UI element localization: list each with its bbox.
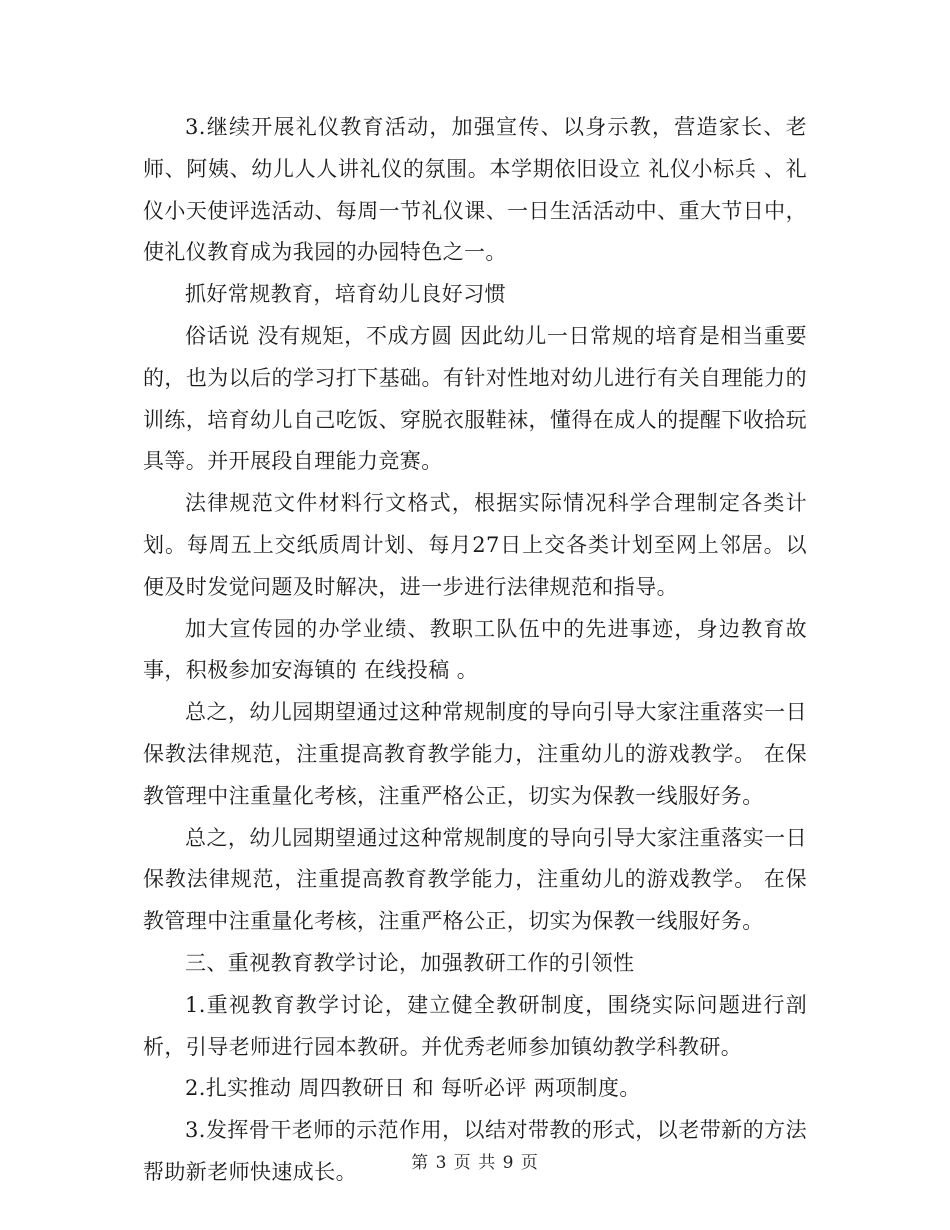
heading-routine-education: 抓好常规教育，培育幼儿良好习惯 [185,282,506,307]
paragraph-publicity: 加大宣传园的办学业绩、教职工队伍中的先进事迹，身边教育故事，积极参加安海镇的 在线投稿 。 [143,616,807,683]
heading-teaching-research: 三、重视教育教学讨论，加强教研工作的引领性 [185,950,635,975]
paragraph-two-systems: 2.扎实推动 周四教研日 和 每听必评 两项制度。 [185,1076,641,1101]
paragraph-document-format: 法律规范文件材料行文格式，根据实际情况科学合理制定各类计划。每周五上交纸质周计划、每月27日上交各类计划至网上邻居。以便及时发觉问题及时解决，进一步进行法律规范和指导。 [143,491,807,599]
paragraph-daily-routine: 俗话说 没有规矩，不成方圆 因此幼儿一日常规的培育是相当重要的，也为以后的学习打下基础。有针对性地对幼儿进行有关自理能力的训练，培育幼儿自己吃饭、穿脱衣服鞋袜，懂得在成人的提醒下收拾玩具等。并开展段自理能力竞赛。 [143,323,807,474]
paragraph-research-system: 1.重视教育教学讨论，建立健全教研制度，围绕实际问题进行剖析，引导老师进行园本教研。并优秀老师参加镇幼教学科教研。 [143,992,807,1059]
paragraph-mentoring: 3.发挥骨干老师的示范作用，以结对带教的形式，以老带新的方法帮助新老师快速成长。 [143,1118,807,1184]
paragraph-etiquette-education: 3.继续开展礼仪教育活动，加强宣传、以身示教，营造家长、老师、阿姨、幼儿人人讲礼仪的氛围。本学期依旧设立 礼仪小标兵 、礼仪小天使评选活动、每周一节礼仪课、一日生活活动中、重大节日中，使礼仪教育成为我园的办园特色之一。 [143,115,807,265]
document-body [143,107,807,1194]
page-number-footer: 第 3 页 共 9 页 [411,1153,539,1173]
paragraph-summary-1: 总之，幼儿园期望通过这种常规制度的导向引导大家注重落实一日保教法律规范，注重提高教育教学能力，注重幼儿的游戏教学。 在保教管理中注重量化考核，注重严格公正，切实为保教一线服好务。 [143,700,807,808]
paragraph-summary-2: 总之，幼儿园期望通过这种常规制度的导向引导大家注重落实一日保教法律规范，注重提高教育教学能力，注重幼儿的游戏教学。 在保教管理中注重量化考核，注重严格公正，切实为保教一线服好务。 [143,825,807,934]
